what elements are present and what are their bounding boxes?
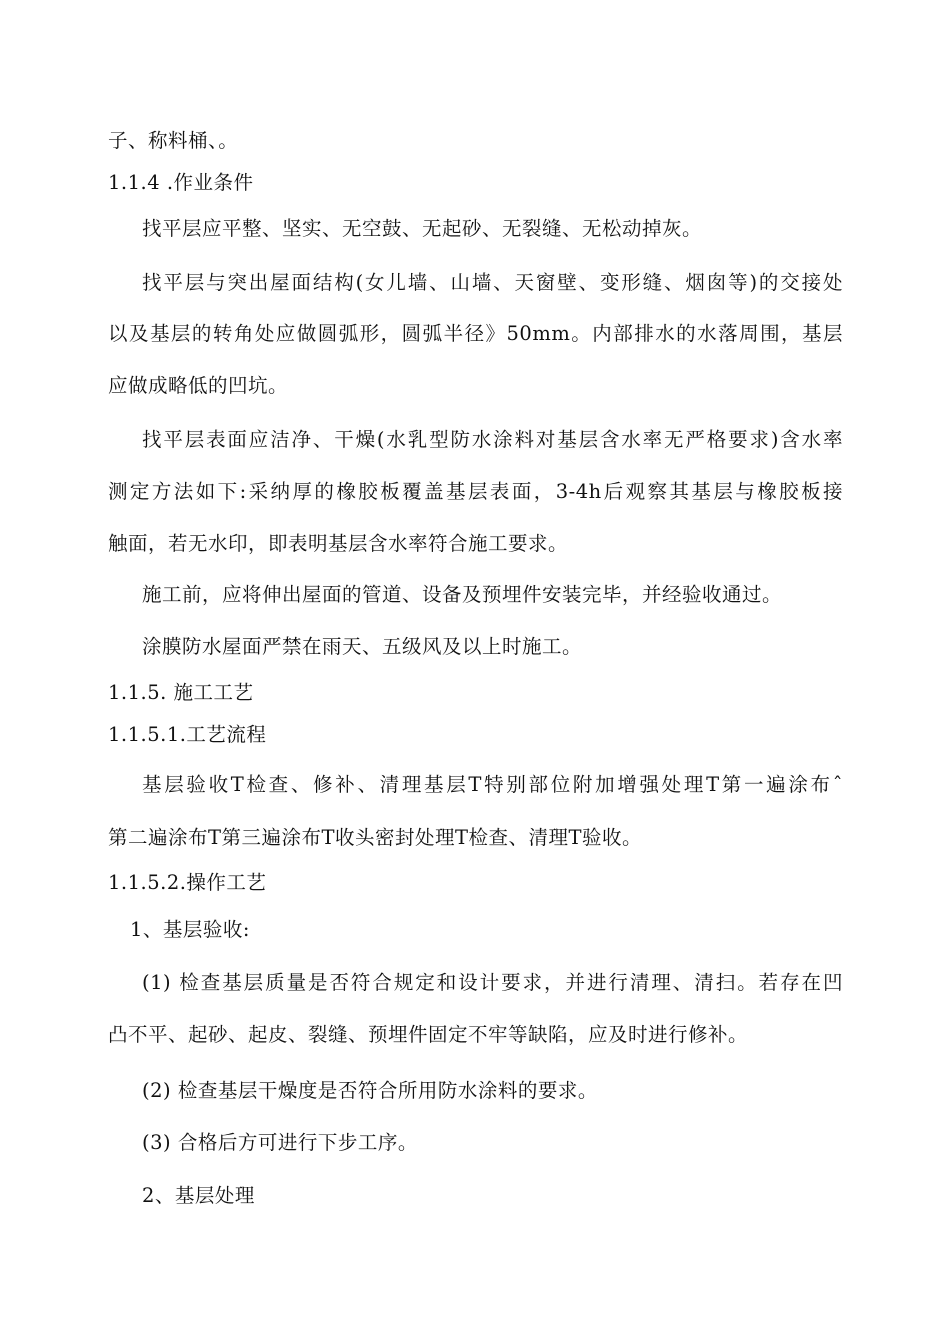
paragraph-line: 第二遍涂布T第三遍涂布T收头密封处理T检查、清理T验收。: [108, 826, 643, 849]
paragraph-line: 凸不平、起砂、起皮、裂缝、预埋件固定不牢等缺陷，应及时进行修补。: [108, 1023, 749, 1046]
paragraph-line: 基层验收T检查、修补、清理基层T特别部位附加增强处理T第一遍涂布ˆ: [142, 773, 843, 796]
text-line: 子、称料桶、。: [108, 129, 239, 152]
paragraph-line: 触面，若无水印，即表明基层含水率符合施工要求。: [108, 532, 569, 555]
list-item-heading: 1、基层验收:: [130, 918, 250, 941]
section-heading: 1.1.5. 施工工艺: [108, 681, 254, 704]
paragraph-line: 以及基层的转角处应做圆弧形，圆弧半径》50mm。内部排水的水落周围，基层: [108, 322, 843, 345]
subsection-heading: 1.1.5.2.操作工艺: [108, 871, 267, 894]
list-item: (2) 检查基层干燥度是否符合所用防水涂料的要求。: [142, 1079, 598, 1102]
paragraph-line: 测定方法如下:采纳厚的橡胶板覆盖基层表面，3-4h后观察其基层与橡胶板接: [108, 480, 843, 503]
paragraph-line: 施工前，应将伸出屋面的管道、设备及预埋件安装完毕，并经验收通过。: [142, 583, 783, 606]
paragraph-line: 找平层应平整、坚实、无空鼓、无起砂、无裂缝、无松动掉灰。: [142, 217, 703, 240]
section-heading: 1.1.4 .作业条件: [108, 171, 254, 194]
list-item: (1) 检查基层质量是否符合规定和设计要求，并进行清理、清扫。若存在凹: [142, 971, 843, 994]
list-item: (3) 合格后方可进行下步工序。: [142, 1131, 418, 1154]
subsection-heading: 1.1.5.1.工艺流程: [108, 723, 267, 746]
paragraph-line: 应做成略低的凹坑。: [108, 374, 289, 397]
paragraph-line: 找平层表面应洁净、干燥(水乳型防水涂料对基层含水率无严格要求)含水率: [142, 428, 843, 451]
paragraph-line: 找平层与突出屋面结构(女儿墙、山墙、天窗壁、变形缝、烟囱等)的交接处: [142, 271, 843, 294]
list-item-heading: 2、基层处理: [142, 1184, 255, 1207]
paragraph-line: 涂膜防水屋面严禁在雨天、五级风及以上时施工。: [142, 635, 583, 658]
